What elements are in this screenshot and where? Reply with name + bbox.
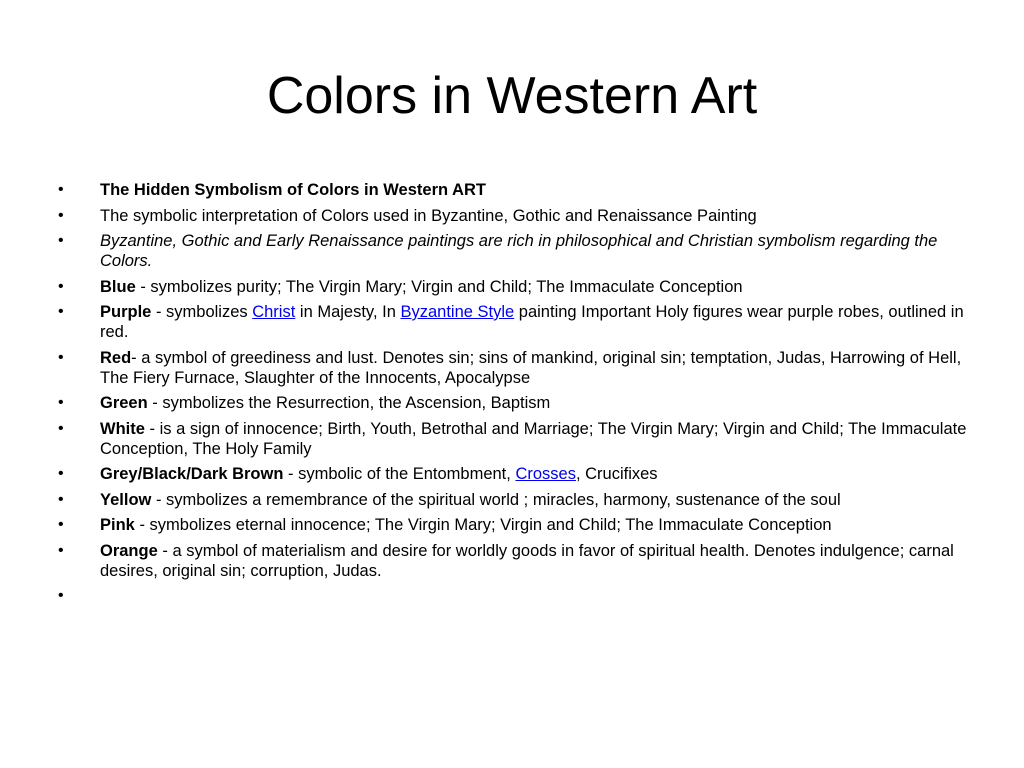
color-term: Green bbox=[100, 394, 148, 412]
list-item-red bbox=[58, 348, 968, 388]
bullet-icon: • bbox=[58, 516, 64, 533]
list-item-yellow bbox=[58, 490, 968, 510]
color-description: , Crucifixes bbox=[575, 465, 658, 483]
list-item-purple bbox=[58, 302, 968, 342]
color-description: - is a sign of innocence; Birth, Youth, Betrothal and Marriage; The Virgin Mary; Virgin and Child; The Immaculate Conception, The Holy Family bbox=[100, 419, 967, 458]
list-item-text: Byzantine, Gothic and Early Renaissance paintings are rich in philosophical and Christian symbolism regarding the Colors. bbox=[100, 232, 938, 270]
list-item-empty bbox=[58, 586, 968, 606]
color-description: - a symbol of greediness and lust. Denotes sin; sins of mankind, original sin; temptation, Judas, Harrowing of Hell, The Fiery Furnace, Slaughter of the Innocents, Apocalypse bbox=[100, 348, 962, 387]
bullet-icon: • bbox=[58, 465, 64, 482]
list-item-pink bbox=[58, 515, 968, 535]
color-description: - symbolizes bbox=[151, 303, 253, 321]
list-item-text bbox=[100, 464, 968, 484]
list-item-blue bbox=[58, 277, 968, 297]
color-description: in Majesty, In bbox=[295, 303, 401, 321]
color-term: White bbox=[100, 419, 145, 438]
crosses-link[interactable]: Crosses bbox=[515, 465, 576, 483]
bullet-icon: • bbox=[58, 490, 64, 508]
list-heading-text: The Hidden Symbolism of Colors in Western ART bbox=[100, 181, 486, 199]
color-description: painting Important Holy figures wear purple robes, outlined in red. bbox=[100, 303, 964, 341]
list-item-orange bbox=[58, 541, 968, 581]
list-item-grey-black-brown bbox=[58, 464, 968, 484]
bullet-icon: • bbox=[58, 206, 64, 224]
list-item-text bbox=[100, 419, 968, 459]
list-item-text bbox=[100, 515, 968, 535]
list-item-text bbox=[100, 302, 968, 342]
list-item-text bbox=[100, 541, 968, 581]
color-description: - symbolizes purity; The Virgin Mary; Virgin and Child; The Immaculate Conception bbox=[135, 277, 743, 296]
list-item-text bbox=[100, 348, 968, 388]
list-item-interpretation bbox=[58, 206, 968, 226]
christ-link[interactable]: Christ bbox=[252, 303, 296, 321]
color-term: Pink bbox=[100, 516, 135, 534]
list-item-green bbox=[58, 393, 968, 413]
color-description: - a symbol of materialism and desire for worldly goods in favor of spiritual health. Denotes indulgence; carnal desires, original sin; corruption, Judas. bbox=[100, 541, 954, 580]
list-item-text: The symbolic interpretation of Colors used in Byzantine, Gothic and Renaissance Painting bbox=[100, 206, 757, 225]
color-description: - symbolizes eternal innocence; The Virgin Mary; Virgin and Child; The Immaculate Conception bbox=[134, 516, 832, 534]
list-item-text bbox=[100, 277, 968, 297]
bullet-icon: • bbox=[58, 232, 64, 249]
color-term: Orange bbox=[100, 541, 158, 560]
list-item-text bbox=[100, 586, 968, 606]
color-term: Purple bbox=[100, 303, 152, 321]
list-item-text bbox=[100, 393, 968, 413]
list-item-heading bbox=[58, 180, 968, 200]
color-description: - symbolizes the Resurrection, the Ascension, Baptism bbox=[147, 394, 551, 412]
bullet-icon: • bbox=[58, 303, 64, 320]
bullet-icon: • bbox=[58, 348, 64, 366]
list-item-intro bbox=[58, 231, 968, 271]
bullet-icon: • bbox=[58, 587, 64, 604]
bullet-list bbox=[58, 180, 968, 612]
color-description: - symbolizes a remembrance of the spiritual world ; miracles, harmony, sustenance of the soul bbox=[151, 490, 841, 509]
slide-title: Colors in Western Art bbox=[266, 67, 758, 125]
color-term: Grey/Black/Dark Brown bbox=[100, 465, 284, 483]
byzantine-style-link[interactable]: Byzantine Style bbox=[400, 303, 515, 321]
bullet-icon: • bbox=[58, 277, 64, 295]
list-item-text bbox=[100, 490, 968, 510]
bullet-icon: • bbox=[58, 394, 64, 411]
color-term: Blue bbox=[100, 277, 136, 296]
color-description: - symbolic of the Entombment, bbox=[283, 465, 516, 483]
list-item-white bbox=[58, 419, 968, 459]
bullet-icon: • bbox=[58, 541, 64, 559]
color-term: Yellow bbox=[100, 490, 152, 509]
bullet-icon: • bbox=[58, 181, 64, 198]
bullet-icon: • bbox=[58, 419, 64, 437]
color-term: Red bbox=[100, 348, 132, 367]
